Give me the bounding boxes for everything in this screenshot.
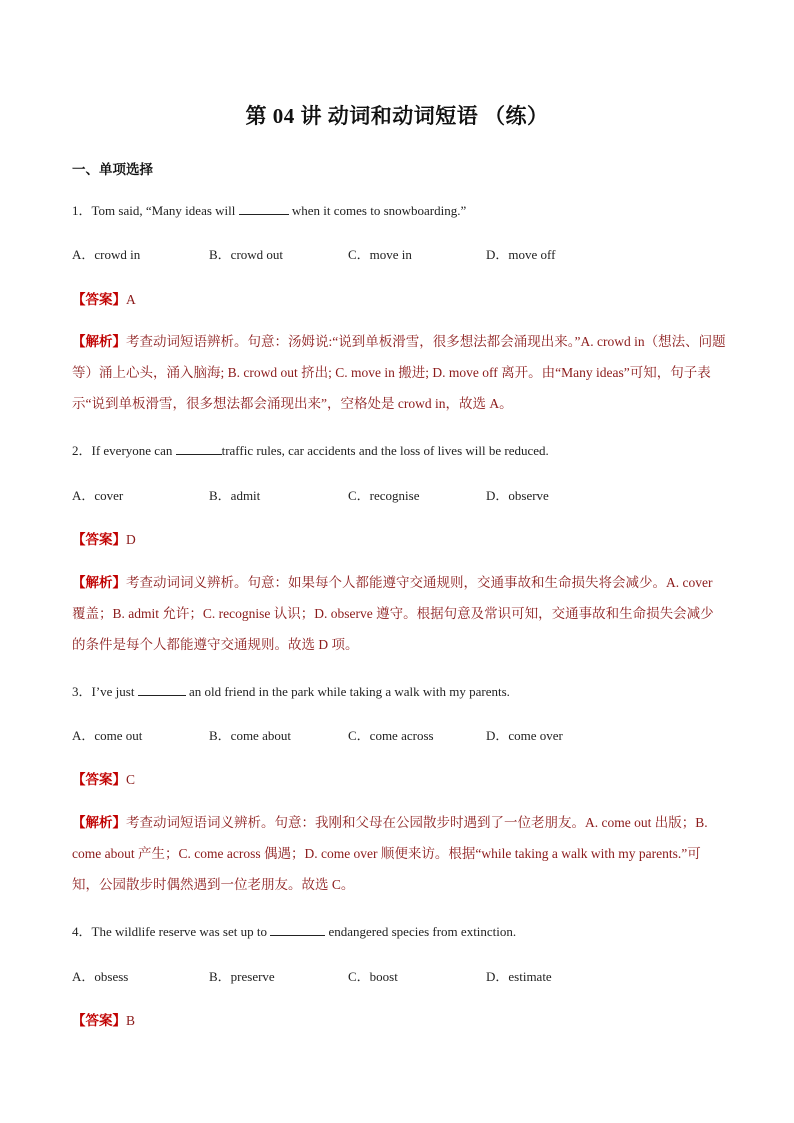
- answer-label: 【答案】: [72, 772, 126, 787]
- answer-line: [72, 768, 135, 788]
- question-text: traffic rules, car accidents and the loss of lives will be reduced.: [221, 443, 549, 458]
- question-text: when it comes to snowboarding.”: [288, 203, 467, 218]
- option-a: A．cover: [72, 488, 124, 503]
- option-d: D．observe: [486, 488, 549, 503]
- option-b: B．crowd out: [209, 247, 284, 262]
- explanation: [72, 567, 727, 660]
- answer-line: [72, 1009, 135, 1029]
- page-title: 第 04 讲 动词和动词短语 （练）: [245, 104, 549, 128]
- question-text: endangered species from extinction.: [325, 924, 517, 939]
- answer-label: 【答案】: [72, 292, 126, 307]
- explanation-label: 【解析】: [72, 334, 126, 349]
- question-4: [72, 921, 516, 940]
- explanation: [72, 326, 727, 419]
- option-c: C．move in: [348, 247, 412, 262]
- option-c: C．boost: [348, 969, 398, 984]
- answer-value: C: [126, 772, 136, 787]
- option-d: D．estimate: [486, 969, 552, 984]
- explanation-text: 考查动词短语词义辨析。句意：我刚和父母在公园散步时遇到了一位老朋友。A. come out 出版；B. come about 产生；C. come across 偶遇；D. come over 顺便来访。根据“while taking a walk with my parents.”可知，公园散步时偶然遇到一位老朋友。故选 C。: [72, 815, 708, 892]
- section-heading: 一、单项选择: [72, 162, 153, 177]
- question-text: 4．The wildlife reserve was set up to: [72, 924, 271, 939]
- question-text: 1．Tom said, “Many ideas will: [72, 203, 239, 218]
- explanation-label: 【解析】: [72, 575, 126, 590]
- option-b: B．preserve: [209, 969, 275, 984]
- option-b: B．admit: [209, 488, 261, 503]
- answer-blank: [270, 923, 325, 936]
- option-a: A．obsess: [72, 969, 129, 984]
- option-b: B．come about: [209, 728, 291, 743]
- answer-blank: [239, 202, 289, 215]
- question-3: [72, 681, 510, 700]
- option-a: A．come out: [72, 728, 143, 743]
- answer-value: B: [126, 1013, 136, 1028]
- question-2: [72, 440, 549, 459]
- answer-label: 【答案】: [72, 1013, 126, 1028]
- question-text: an old friend in the park while taking a walk with my parents.: [185, 684, 510, 699]
- option-c: C．recognise: [348, 488, 420, 503]
- option-d: D．come over: [486, 728, 563, 743]
- answer-label: 【答案】: [72, 532, 126, 547]
- explanation-text: 考查动词词义辨析。句意：如果每个人都能遵守交通规则，交通事故和生命损失将会减少。A. cover 覆盖；B. admit 允许；C. recognise 认识；D. observe 遵守。根据句意及常识可知，交通事故和生命损失会减少的条件是每个人都能遵守交通规则。故选 D 项。: [72, 575, 714, 652]
- option-a: A．crowd in: [72, 247, 141, 262]
- answer-blank: [138, 683, 186, 696]
- option-c: C．come across: [348, 728, 434, 743]
- option-d: D．move off: [486, 247, 556, 262]
- question-text: 3．I’ve just: [72, 684, 138, 699]
- answer-value: D: [126, 532, 136, 547]
- question-1: [72, 200, 466, 219]
- answer-value: A: [126, 292, 136, 307]
- answer-line: [72, 528, 136, 548]
- explanation-label: 【解析】: [72, 815, 126, 830]
- explanation-text: 考查动词短语辨析。句意：汤姆说:“说到单板滑雪，很多想法都会涌现出来。”A. crowd in（想法、问题等）涌上心头，涌入脑海; B. crowd out 挤出; C. move in 搬进; D. move off 离开。由“Many ideas”可知，句子表示“说到单板滑雪，很多想法都会涌现出来”，空格处是 crowd in，故选 A。: [72, 334, 726, 411]
- answer-line: [72, 288, 136, 308]
- answer-blank: [176, 442, 222, 455]
- explanation: [72, 807, 727, 900]
- question-text: 2．If everyone can: [72, 443, 176, 458]
